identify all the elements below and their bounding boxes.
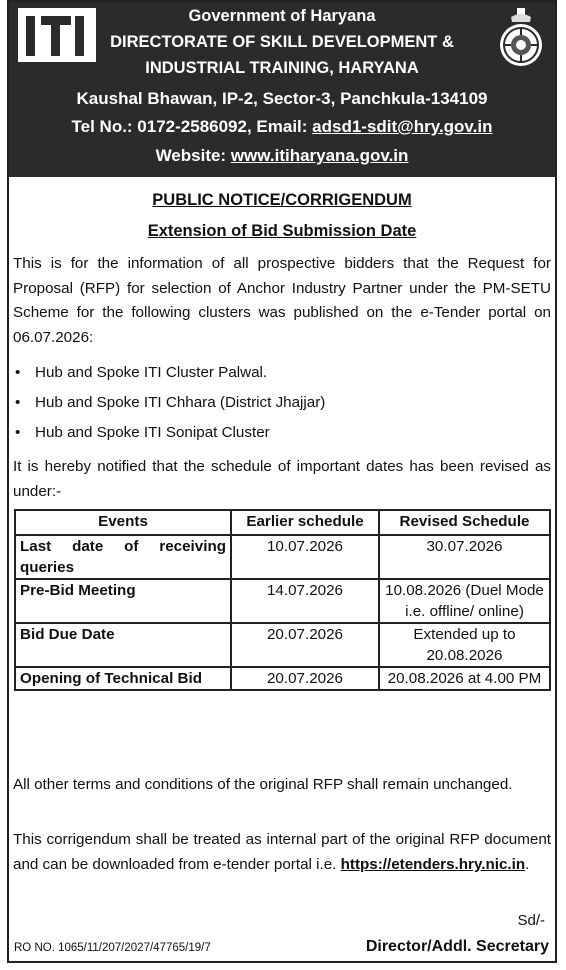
list-item: • Hub and Spoke ITI Cluster Palwal. [15,364,268,381]
header-contact [9,117,555,137]
public-notice [7,0,557,963]
table-row [15,535,550,579]
ro-number: RO NO. 1065/11/207/2027/47765/19/7 [14,942,211,954]
corrigendum-paragraph: This corrigendum shall be treated as internal part of the original RFP document and can be downloaded from e-tender portal i.e. https://etenders.hry.nic.in. [13,831,551,873]
column-header: Earlier schedule [231,510,379,535]
header-address: Kaushal Bhawan, IP-2, Sector-3, Panchkula-134109 [76,89,488,108]
corrigendum-text: This corrigendum shall be treated as internal part of the original RFP document and can be downloaded from e-tender portal i.e. [13,831,551,873]
terms-paragraph: All other terms and conditions of the original RFP shall remain unchanged. [13,776,513,793]
revised-schedule-cell: 30.07.2026 [379,535,550,579]
bullet-text: Hub and Spoke ITI Sonipat Cluster [35,424,270,441]
table-row [15,623,550,667]
list-item: • Hub and Spoke ITI Chhara (District Jhajjar) [15,394,326,411]
earlier-schedule-cell: 20.07.2026 [231,623,379,667]
intro-paragraph: This is for the information of all prospective bidders that the Request for Proposal (RFP) for selection of Anchor Industry Partner under the PM-SETU Scheme for the following clusters was published on the e-Tender portal on 06.07.2026: [13,255,551,347]
table-row [15,667,550,690]
schedule-table [14,509,551,691]
column-header: Events [15,510,231,535]
bullet-text: Hub and Spoke ITI Cluster Palwal. [35,364,268,381]
header-website-label: Website: [155,146,231,165]
revised-schedule-cell: 20.08.2026 at 4.00 PM [379,667,550,690]
event-cell: Bid Due Date [15,623,231,667]
event-cell: Last date of receiving queries [15,535,231,579]
notice-header [9,2,555,177]
website-link[interactable]: www.itiharyana.gov.in [230,146,409,165]
column-header: Revised Schedule [379,510,550,535]
email-link[interactable]: adsd1-sdit@hry.gov.in [312,117,493,136]
event-cell: Pre-Bid Meeting [15,579,231,623]
schedule-intro: It is hereby notified that the schedule of important dates has been revised as under:- [13,458,551,500]
event-cell: Opening of Technical Bid [15,667,231,690]
signatory: Director/Addl. Secretary [365,938,549,955]
header-tel-label: Tel No.: 0172-2586092, Email: [71,117,313,136]
list-item: • Hub and Spoke ITI Sonipat Cluster [15,424,270,441]
header-government: Government of Haryana [188,7,376,25]
notice-subtitle: Extension of Bid Submission Date [147,222,417,240]
notice-title: PUBLIC NOTICE/CORRIGENDUM [152,191,412,209]
signed-mark: Sd/- [517,912,545,929]
earlier-schedule-cell: 20.07.2026 [231,667,379,690]
table-header-row [15,510,550,535]
table-row [15,579,550,623]
header-website [9,146,555,166]
revised-schedule-cell: Extended up to 20.08.2026 [379,623,550,667]
bullet-text: Hub and Spoke ITI Chhara (District Jhajjar) [35,394,326,411]
header-directorate: DIRECTORATE OF SKILL DEVELOPMENT & [110,33,454,51]
earlier-schedule-cell: 14.07.2026 [231,579,379,623]
header-directorate-cont: INDUSTRIAL TRAINING, HARYANA [145,59,419,77]
revised-schedule-cell: 10.08.2026 (Duel Mode i.e. offline/ online) [379,579,550,623]
earlier-schedule-cell: 10.07.2026 [231,535,379,579]
etender-portal-link[interactable]: https://etenders.hry.nic.in [340,855,526,873]
